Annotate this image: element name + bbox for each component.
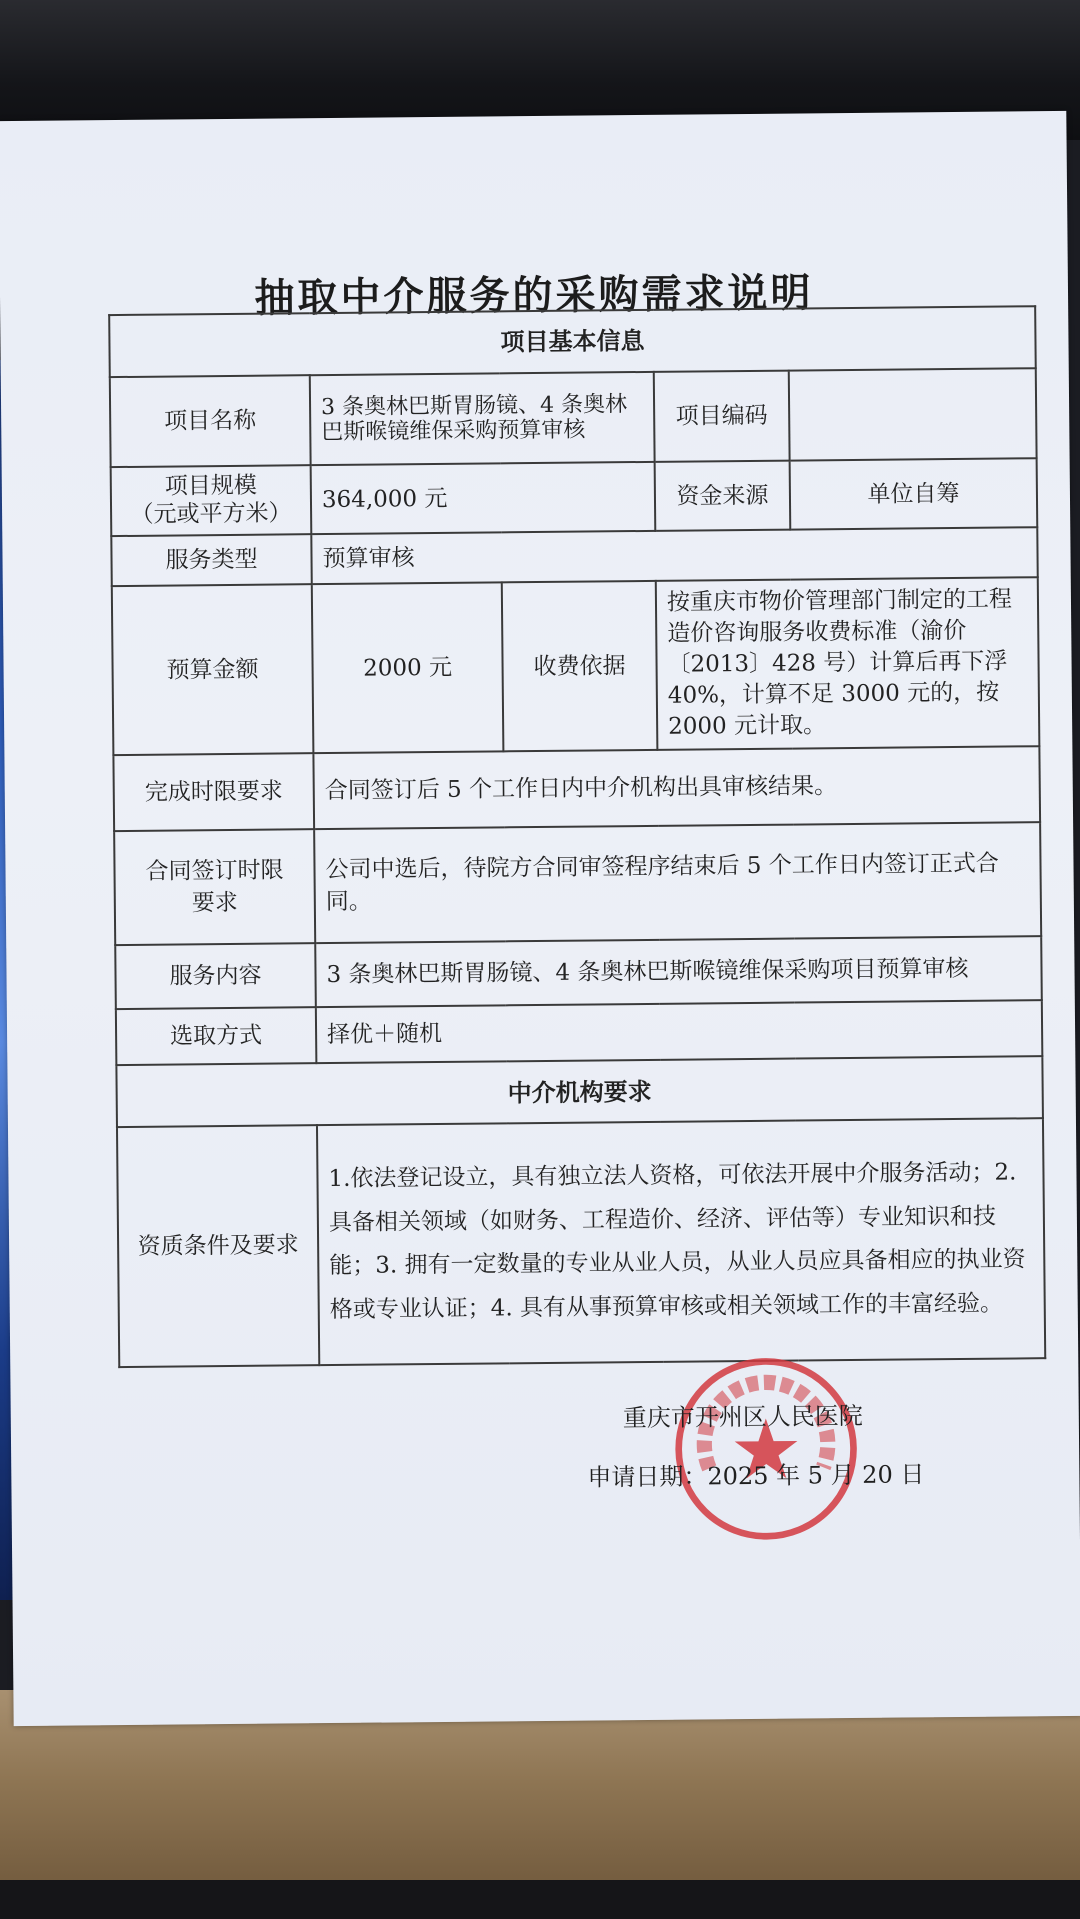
hospital-signature: 重庆市开州区人民医院	[622, 1401, 863, 1433]
fee-basis-label: 收费依据	[502, 581, 658, 752]
service-content-label: 服务内容	[115, 944, 316, 1010]
qualification-value: 1.依法登记设立，具有独立法人资格，可依法开展中介服务活动；2.具备相关领域（如财务、工程造价、经济、评估等）专业知识和技能；3. 拥有一定数量的专业从业人员，从业人员应具备相应的执业资格或专业认证；4. 具有从事预算审核或相关领域工作的丰富经验。	[317, 1119, 1045, 1366]
qualification-label: 资质条件及要求	[117, 1126, 319, 1368]
service-content-value: 3 条奥林巴斯胃肠镜、4 条奥林巴斯喉镜维保采购项目预算审核	[315, 937, 1042, 1008]
document-page	[0, 111, 1080, 1726]
budget-label: 预算金额	[112, 584, 314, 755]
document-title: 抽取中介服务的采购需求说明	[254, 269, 814, 322]
application-date: 申请日期：2025 年 5 月 20 日	[587, 1460, 925, 1492]
section-basic-info: 项目基本信息	[109, 306, 1036, 377]
project-scale-label-line1: 项目规模	[164, 472, 257, 500]
official-seal-stamp	[670, 1353, 862, 1545]
background-bottom	[0, 1880, 1080, 1919]
fund-source-label: 资金来源	[655, 461, 791, 531]
deadline-value: 合同签订后 5 个工作日内中介机构出具审核结果。	[313, 747, 1040, 830]
service-type-value: 预算审核	[311, 527, 1038, 584]
deadline-label: 完成时限要求	[113, 754, 314, 832]
budget-value: 2000 元	[312, 583, 504, 754]
project-name-value: 3 条奥林巴斯胃肠镜、4 条奥林巴斯喉镜维保采购预算审核	[310, 372, 655, 465]
project-scale-value: 364,000 元	[311, 462, 656, 534]
project-scale-label	[111, 465, 312, 536]
project-code-label: 项目编码	[654, 371, 790, 462]
project-name-label: 项目名称	[110, 375, 311, 467]
requirement-table	[108, 305, 1046, 1368]
fund-source-value: 单位自筹	[790, 458, 1038, 530]
project-code-value	[789, 368, 1037, 460]
section-agency-requirements: 中介机构要求	[116, 1057, 1043, 1128]
selection-method-label: 选取方式	[116, 1008, 317, 1066]
selection-method-value: 择优＋随机	[316, 1001, 1043, 1064]
project-scale-label-line2: （元或平方米）	[130, 499, 292, 528]
service-type-label: 服务类型	[111, 534, 311, 586]
contract-deadline-label: 合同签订时限要求	[114, 830, 315, 946]
fee-basis-value: 按重庆市物价管理部门制定的工程造价咨询服务收费标准（渝价〔2013〕428 号）计算后再下浮 40%，计算不足 3000 元的，按 2000 元计取。	[656, 577, 1040, 750]
contract-deadline-value: 公司中选后，待院方合同审签程序结束后 5 个工作日内签订正式合同。	[314, 823, 1041, 944]
